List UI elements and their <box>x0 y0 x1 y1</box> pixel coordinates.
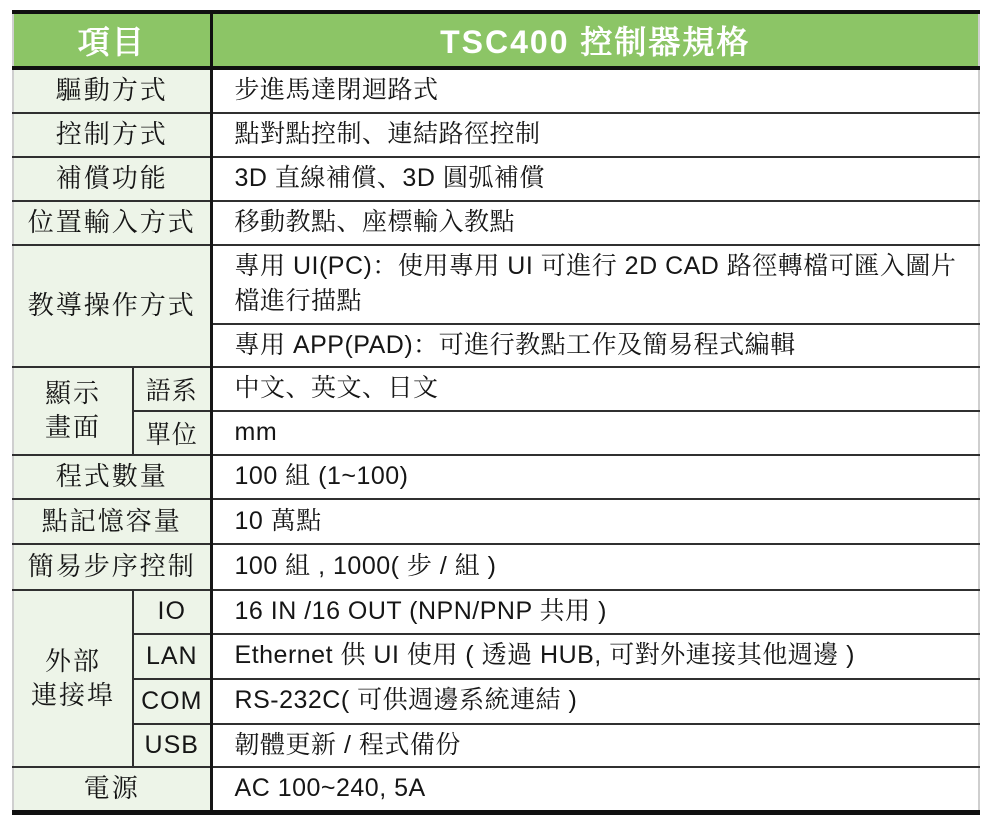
row-label <box>13 590 133 767</box>
row-label-line: 顯示 <box>44 378 101 409</box>
spec-row-teaching-ui <box>13 245 979 324</box>
row-value: 步進馬達閉迴路式 <box>211 68 979 113</box>
row-value: 中文、英文、日文 <box>211 367 979 411</box>
row-label: 點記憶容量 <box>13 499 211 544</box>
row-label <box>13 367 133 455</box>
spec-table <box>12 10 980 815</box>
row-value: 點對點控制、連結路徑控制 <box>211 113 979 157</box>
spec-row-display-language <box>13 367 979 411</box>
spec-row-port-lan <box>13 634 979 679</box>
spec-row-control <box>13 113 979 157</box>
spec-header-row <box>13 12 979 68</box>
sub-label: COM <box>133 679 211 724</box>
header-item-cell: 項目 <box>13 12 211 68</box>
row-value: 韌體更新 / 程式備份 <box>211 724 979 768</box>
row-label: 補償功能 <box>13 157 211 201</box>
spec-row-compensation <box>13 157 979 201</box>
row-label: 程式數量 <box>13 455 211 499</box>
spec-row-port-io <box>13 590 979 634</box>
row-value: 100 組 (1~100) <box>211 455 979 499</box>
row-label: 控制方式 <box>13 113 211 157</box>
row-value: 移動教點、座標輸入教點 <box>211 201 979 245</box>
spec-row-port-usb <box>13 724 979 768</box>
spec-row-position-input <box>13 201 979 245</box>
row-label-line: 外部 <box>44 645 101 676</box>
row-value: 專用 APP(PAD)：可進行教點工作及簡易程式編輯 <box>211 324 979 368</box>
spec-row-display-unit <box>13 411 979 455</box>
row-value: Ethernet 供 UI 使用 ( 透過 HUB, 可對外連接其他週邊 ) <box>211 634 979 679</box>
row-label: 驅動方式 <box>13 68 211 113</box>
sub-label: LAN <box>133 634 211 679</box>
spec-row-step-control <box>13 544 979 590</box>
row-value: 16 IN /16 OUT (NPN/PNP 共用 ) <box>211 590 979 634</box>
row-label-line: 連接埠 <box>30 679 115 710</box>
sub-label: USB <box>133 724 211 768</box>
spec-table-container <box>12 10 980 815</box>
sub-label: 語系 <box>133 367 211 411</box>
sub-label: IO <box>133 590 211 634</box>
row-value: RS-232C( 可供週邊系統連結 ) <box>211 679 979 724</box>
row-value: 100 組 , 1000( 步 / 組 ) <box>211 544 979 590</box>
row-value: 專用 UI(PC)：使用專用 UI 可進行 2D CAD 路徑轉檔可匯入圖片檔進行描點 <box>211 245 979 324</box>
row-label: 電源 <box>13 767 211 812</box>
row-value: mm <box>211 411 979 455</box>
row-value: AC 100~240, 5A <box>211 767 979 812</box>
spec-row-drive <box>13 68 979 113</box>
row-label: 教導操作方式 <box>13 245 211 368</box>
spec-row-power <box>13 767 979 812</box>
sub-label: 單位 <box>133 411 211 455</box>
row-value: 3D 直線補償、3D 圓弧補償 <box>211 157 979 201</box>
row-label: 位置輸入方式 <box>13 201 211 245</box>
spec-row-program-count <box>13 455 979 499</box>
row-label-line: 畫面 <box>44 412 101 442</box>
spec-row-point-memory <box>13 499 979 544</box>
spec-row-port-com <box>13 679 979 724</box>
row-value: 10 萬點 <box>211 499 979 544</box>
row-label: 簡易步序控制 <box>13 544 211 590</box>
header-title-cell: TSC400 控制器規格 <box>211 12 979 68</box>
